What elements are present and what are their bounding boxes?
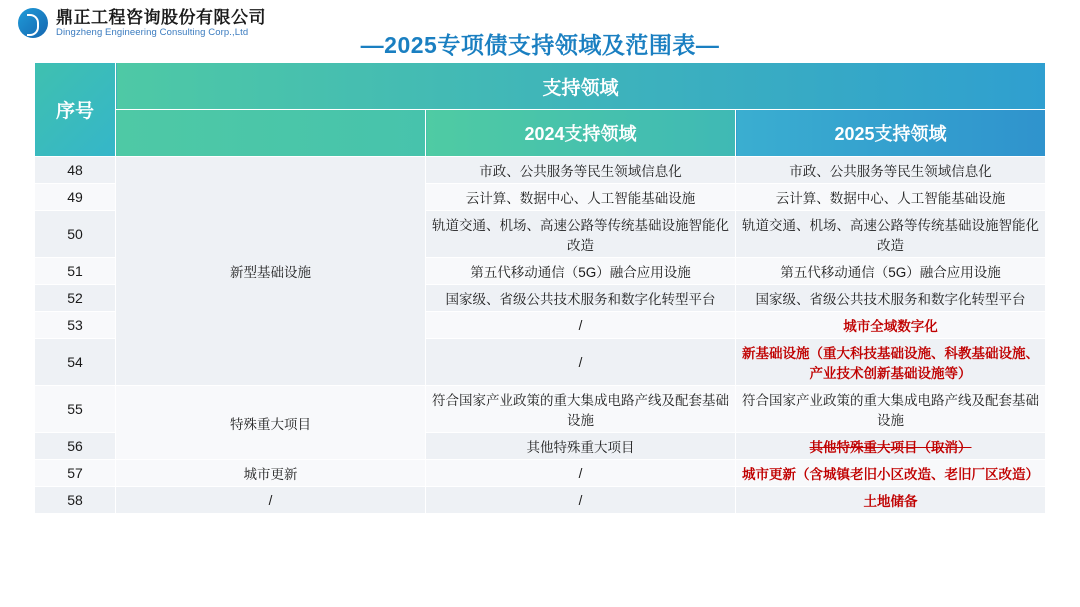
cell-2025: 土地储备 bbox=[736, 487, 1046, 514]
cell-2024: 第五代移动通信（5G）融合应用设施 bbox=[426, 258, 736, 285]
cell-2025: 国家级、省级公共技术服务和数字化转型平台 bbox=[736, 285, 1046, 312]
table-header-row-2 bbox=[35, 110, 1046, 157]
cell-seq: 48 bbox=[35, 157, 116, 184]
cell-category: 特殊重大项目 bbox=[116, 386, 426, 460]
cell-2024: 市政、公共服务等民生领域信息化 bbox=[426, 157, 736, 184]
table-body bbox=[35, 157, 1046, 514]
cell-2024: / bbox=[426, 339, 736, 386]
cell-2024: 轨道交通、机场、高速公路等传统基础设施智能化改造 bbox=[426, 211, 736, 258]
header-col-2024: 2024支持领域 bbox=[426, 110, 736, 157]
cell-category: 城市更新 bbox=[116, 460, 426, 487]
cell-2024: / bbox=[426, 487, 736, 514]
cell-category: / bbox=[116, 487, 426, 514]
cell-2024: / bbox=[426, 312, 736, 339]
cell-2025: 城市更新（含城镇老旧小区改造、老旧厂区改造） bbox=[736, 460, 1046, 487]
cell-2025: 新基础设施（重大科技基础设施、科教基础设施、产业技术创新基础设施等） bbox=[736, 339, 1046, 386]
cell-seq: 53 bbox=[35, 312, 116, 339]
table-row bbox=[35, 157, 1046, 184]
cell-seq: 58 bbox=[35, 487, 116, 514]
cell-2025: 符合国家产业政策的重大集成电路产线及配套基础设施 bbox=[736, 386, 1046, 433]
cell-2025: 市政、公共服务等民生领域信息化 bbox=[736, 157, 1046, 184]
table-row bbox=[35, 487, 1046, 514]
cell-seq: 52 bbox=[35, 285, 116, 312]
header-category-spacer bbox=[116, 110, 426, 157]
cell-2025: 城市全域数字化 bbox=[736, 312, 1046, 339]
cell-category: 新型基础设施 bbox=[116, 157, 426, 386]
cell-2024: 其他特殊重大项目 bbox=[426, 433, 736, 460]
header-domain: 支持领域 bbox=[116, 63, 1046, 110]
table-header-row-1 bbox=[35, 63, 1046, 110]
cell-seq: 50 bbox=[35, 211, 116, 258]
page-title: —2025专项债支持领域及范围表— bbox=[360, 32, 720, 58]
cell-2024: 符合国家产业政策的重大集成电路产线及配套基础设施 bbox=[426, 386, 736, 433]
cell-seq: 55 bbox=[35, 386, 116, 433]
support-scope-table bbox=[34, 62, 1046, 514]
page-header bbox=[0, 0, 1080, 62]
cell-2025: 轨道交通、机场、高速公路等传统基础设施智能化改造 bbox=[736, 211, 1046, 258]
cell-seq: 51 bbox=[35, 258, 116, 285]
header-seq: 序号 bbox=[35, 63, 116, 157]
cell-seq: 56 bbox=[35, 433, 116, 460]
cell-seq: 54 bbox=[35, 339, 116, 386]
cell-2025: 其他特殊重大项目（取消） bbox=[736, 433, 1046, 460]
company-name-cn: 鼎正工程咨询股份有限公司 bbox=[56, 8, 266, 27]
cell-seq: 57 bbox=[35, 460, 116, 487]
cell-seq: 49 bbox=[35, 184, 116, 211]
cell-2024: 云计算、数据中心、人工智能基础设施 bbox=[426, 184, 736, 211]
table-container bbox=[0, 62, 1080, 514]
cell-2025: 第五代移动通信（5G）融合应用设施 bbox=[736, 258, 1046, 285]
table-row bbox=[35, 386, 1046, 433]
cell-2024: / bbox=[426, 460, 736, 487]
cell-2024: 国家级、省级公共技术服务和数字化转型平台 bbox=[426, 285, 736, 312]
table-head bbox=[35, 63, 1046, 157]
table-row bbox=[35, 460, 1046, 487]
header-col-2025: 2025支持领域 bbox=[736, 110, 1046, 157]
company-name-en: Dingzheng Engineering Consulting Corp.,Ltd bbox=[56, 26, 249, 38]
cell-2025: 云计算、数据中心、人工智能基础设施 bbox=[736, 184, 1046, 211]
